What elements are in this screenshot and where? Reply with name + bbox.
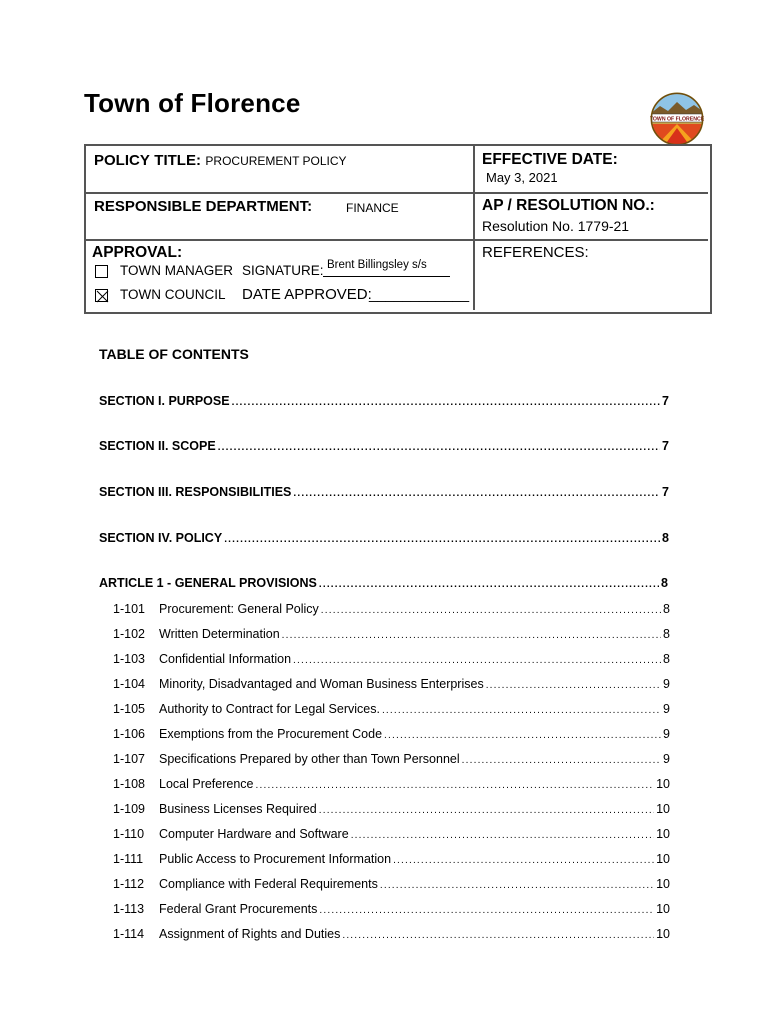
- toc-item-row[interactable]: [113, 927, 670, 941]
- toc-section-text: SECTION I. PURPOSE: [99, 394, 230, 408]
- toc-section-row[interactable]: [99, 439, 669, 453]
- town-manager-label: TOWN MANAGER: [120, 263, 234, 278]
- policy-title-label-2: TITLE:: [154, 152, 201, 169]
- town-manager-checkbox[interactable]: [95, 265, 108, 278]
- toc-section-page: 8: [662, 531, 669, 545]
- toc-item-page: 9: [663, 727, 670, 741]
- approval-label: APPROVAL:: [92, 244, 183, 261]
- toc-item-page: 8: [663, 652, 670, 666]
- toc-section-page: 7: [662, 485, 669, 499]
- toc-item-page: 8: [663, 627, 670, 641]
- references-label: REFERENCES:: [482, 244, 589, 261]
- toc-item-text: Federal Grant Procurements: [159, 902, 318, 916]
- checkbox-x-icon: [96, 290, 109, 303]
- responsible-department-label: RESPONSIBLE DEPARTMENT:: [94, 198, 313, 215]
- toc-item-row[interactable]: [113, 752, 670, 766]
- toc-item-row[interactable]: [113, 677, 670, 691]
- toc-item-number: 1-108: [113, 777, 145, 791]
- ap-resolution-label: AP / RESOLUTION NO.:: [482, 197, 655, 214]
- toc-item-page: 10: [656, 852, 670, 866]
- toc-item-page: 9: [663, 752, 670, 766]
- toc-item-number: 1-112: [113, 877, 145, 891]
- toc-item-text: Specifications Prepared by other than Town Personnel: [159, 752, 460, 766]
- toc-leader-dots: [319, 905, 654, 916]
- toc-leader-dots: [319, 805, 654, 816]
- toc-leader-dots: [321, 605, 661, 616]
- policy-title-label: POLICY: [94, 152, 150, 169]
- toc-item-page: 10: [656, 877, 670, 891]
- toc-item-page: 9: [663, 677, 670, 691]
- toc-article-row[interactable]: [99, 576, 668, 590]
- toc-item-number: 1-109: [113, 802, 145, 816]
- toc-item-row[interactable]: [113, 852, 670, 866]
- responsible-department-field: [94, 198, 312, 216]
- ap-resolution-field: [482, 197, 655, 234]
- divider: [473, 146, 475, 310]
- toc-leader-dots: [319, 579, 659, 590]
- toc-item-number: 1-106: [113, 727, 145, 741]
- policy-header-table: [84, 144, 712, 314]
- toc-item-row[interactable]: [113, 802, 670, 816]
- toc-section-row[interactable]: [99, 394, 669, 408]
- toc-leader-dots: [342, 930, 654, 941]
- toc-leader-dots: [218, 442, 660, 453]
- toc-item-number: 1-110: [113, 827, 145, 841]
- toc-leader-dots: [382, 705, 661, 716]
- divider: [86, 239, 708, 241]
- town-seal-logo: [650, 92, 704, 146]
- toc-item-number: 1-107: [113, 752, 145, 766]
- toc-item-text: Minority, Disadvantaged and Woman Business Enterprises: [159, 677, 484, 691]
- responsible-department-value: FINANCE: [346, 201, 399, 215]
- policy-title-field: [94, 152, 347, 170]
- toc-leader-dots: [393, 855, 654, 866]
- toc-item-row[interactable]: [113, 602, 670, 616]
- toc-item-text: Computer Hardware and Software: [159, 827, 349, 841]
- town-council-label: TOWN COUNCIL: [120, 287, 226, 302]
- toc-leader-dots: [462, 755, 661, 766]
- toc-item-page: 10: [656, 827, 670, 841]
- toc-item-row[interactable]: [113, 727, 670, 741]
- toc-item-text: Confidential Information: [159, 652, 292, 666]
- effective-date-value: May 3, 2021: [486, 170, 558, 185]
- toc-section-page: 7: [662, 394, 669, 408]
- toc-leader-dots: [293, 655, 661, 666]
- toc-section-text: SECTION III. RESPONSIBILITIES: [99, 485, 292, 499]
- toc-item-text: Business Licenses Required: [159, 802, 317, 816]
- toc-section-row[interactable]: [99, 531, 669, 545]
- toc-item-row[interactable]: [113, 877, 670, 891]
- toc-item-text: Authority to Contract for Legal Services.: [159, 702, 380, 716]
- toc-item-text: Compliance with Federal Requirements: [159, 877, 378, 891]
- effective-date-label: EFFECTIVE DATE:: [482, 151, 618, 168]
- toc-item-row[interactable]: [113, 827, 670, 841]
- toc-item-text: Assignment of Rights and Duties: [159, 927, 341, 941]
- toc-item-page: 10: [656, 802, 670, 816]
- svg-text:TOWN OF FLORENCE: TOWN OF FLORENCE: [650, 116, 704, 123]
- toc-item-text: Exemptions from the Procurement Code: [159, 727, 383, 741]
- toc-leader-dots: [282, 630, 661, 641]
- toc-section-page: 7: [662, 439, 669, 453]
- date-approved-value: ____________: [369, 286, 470, 303]
- toc-section-text: SECTION II. SCOPE: [99, 439, 216, 453]
- toc-item-row[interactable]: [113, 902, 670, 916]
- ap-resolution-value: Resolution No. 1779-21: [482, 218, 630, 234]
- toc-item-page: 10: [656, 902, 670, 916]
- toc-leader-dots: [256, 780, 655, 791]
- toc-item-page: 10: [656, 927, 670, 941]
- toc-item-number: 1-111: [113, 852, 144, 866]
- signature-label: SIGNATURE:: [242, 263, 324, 278]
- toc-item-text: Public Access to Procurement Information: [159, 852, 392, 866]
- toc-item-number: 1-102: [113, 627, 145, 641]
- toc-item-text: Local Preference: [159, 777, 254, 791]
- toc-article-text: ARTICLE 1 - GENERAL PROVISIONS: [99, 576, 317, 590]
- toc-item-page: 9: [663, 702, 670, 716]
- toc-section-row[interactable]: [99, 485, 669, 499]
- toc-title: TABLE OF CONTENTS: [99, 346, 249, 362]
- document-title: Town of Florence: [84, 88, 301, 118]
- toc-item-number: 1-103: [113, 652, 145, 666]
- toc-leader-dots: [232, 397, 660, 408]
- date-approved-label: DATE APPROVED:: [242, 286, 372, 303]
- toc-leader-dots: [486, 680, 661, 691]
- toc-item-text: Procurement: General Policy: [159, 602, 319, 616]
- town-council-checkbox[interactable]: [95, 289, 108, 302]
- toc-leader-dots: [380, 880, 654, 891]
- toc-item-row[interactable]: [113, 652, 670, 666]
- toc-article-page: 8: [661, 576, 668, 590]
- divider: [86, 192, 708, 194]
- toc-item-row[interactable]: [113, 777, 670, 791]
- toc-item-number: 1-101: [113, 602, 145, 616]
- signature-value: Brent Billingsley s/s: [327, 259, 427, 271]
- toc-leader-dots: [384, 730, 661, 741]
- toc-item-text: Written Determination: [159, 627, 280, 641]
- toc-item-row[interactable]: [113, 627, 670, 641]
- policy-title-value: PROCUREMENT POLICY: [205, 154, 347, 168]
- toc-item-number: 1-114: [113, 927, 145, 941]
- effective-date-field: [482, 151, 618, 185]
- toc-leader-dots: [293, 488, 660, 499]
- toc-item-number: 1-113: [113, 902, 145, 916]
- toc-item-number: 1-104: [113, 677, 145, 691]
- toc-section-text: SECTION IV. POLICY: [99, 531, 223, 545]
- toc-item-page: 8: [663, 602, 670, 616]
- signature-line: [323, 257, 450, 277]
- toc-item-page: 10: [656, 777, 670, 791]
- toc-item-number: 1-105: [113, 702, 145, 716]
- toc-leader-dots: [224, 534, 660, 545]
- toc-item-row[interactable]: [113, 702, 670, 716]
- toc-leader-dots: [351, 830, 654, 841]
